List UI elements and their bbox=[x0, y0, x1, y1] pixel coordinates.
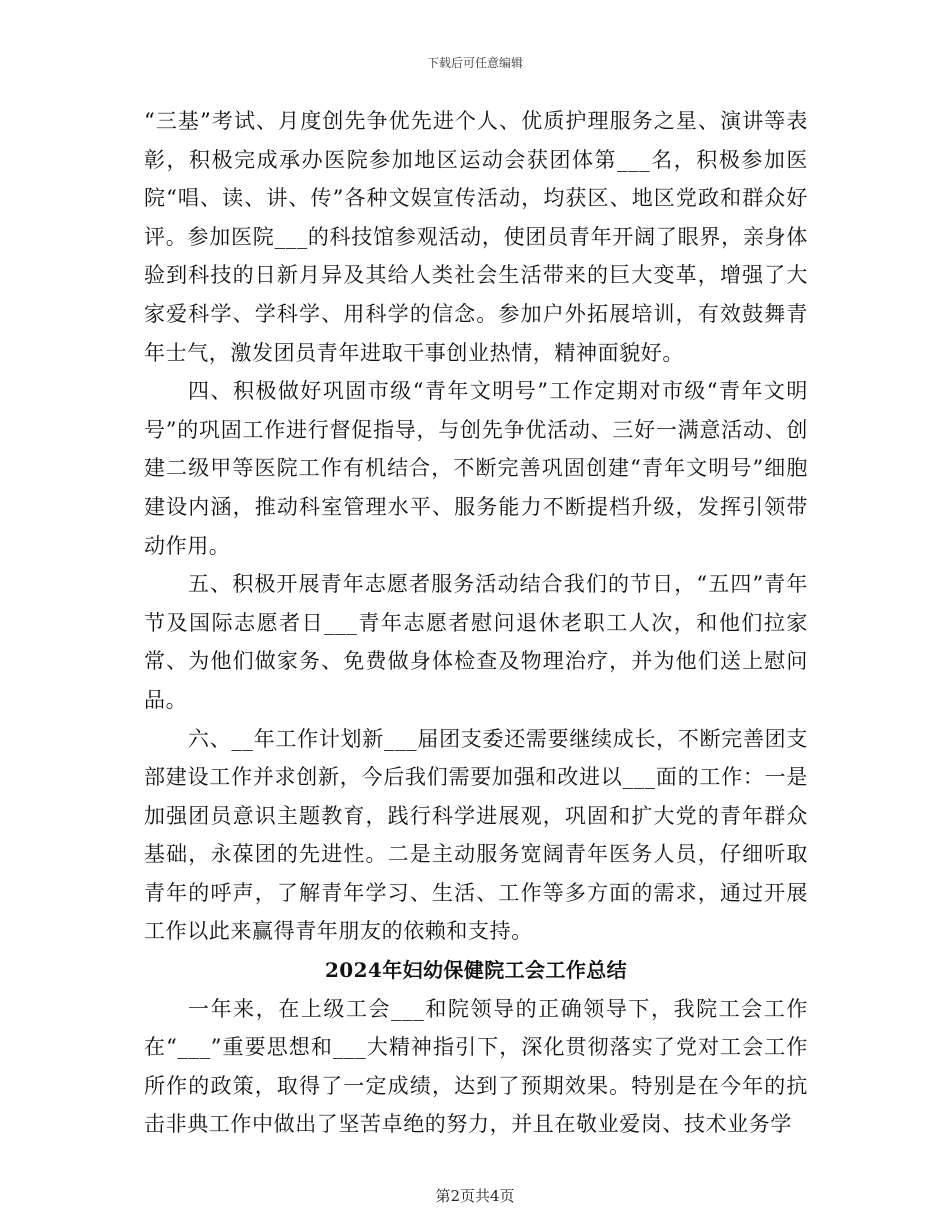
paragraph-item-4: 四、积极做好巩固市级“青年文明号”工作定期对市级“青年文明号”的巩固工作进行督促指导，与创先争优活动、三好一满意活动、创建二级甲等医院工作有机结合，不断完善巩固创建“青年文明号”细胞建设内涵，推动科室管理水平、服务能力不断提档升级，发挥引领带动作用。 bbox=[144, 379, 808, 558]
paragraph-item-5: 五、积极开展青年志愿者服务活动结合我们的节日，“五四”青年节及国际志愿者日___青年志愿者慰问退休老职工人次，和他们拉家常、为他们做家务、免费做身体检查及物理治疗，并为他们送上慰问品。 bbox=[144, 572, 808, 712]
section-intro-paragraph: 一年来，在上级工会___和院领导的正确领导下，我院工会工作在“___”重要思想和___大精神指引下，深化贯彻落实了党对工会工作所作的政策，取得了一定成绩，达到了预期效果。特别是在今年的抗击非典工作中做出了坚苦卓绝的努力，并且在敬业爱岗、技术业务学 bbox=[144, 996, 808, 1137]
page-number: 第2页共4页 bbox=[435, 1187, 515, 1205]
section-title: 2024年妇幼保健院工会工作总结 bbox=[324, 958, 628, 983]
paragraph-continuation: “三基”考试、月度创先争优先进个人、优质护理服务之星、演讲等表彰，积极完成承办医院参加地区运动会获团体第___名，积极参加医院“唱、读、讲、传”各种文娱宣传活动，均获区、地区党政和群众好评。参加医院___的科技馆参观活动，使团员青年开阔了眼界，亲身体验到科技的日新月异及其给人类社会生活带来的巨大变革，增强了大家爱科学、学科学、用科学的信念。参加户外拓展培训，有效鼓舞青年士气，激发团员青年进取干事创业热情，精神面貌好。 bbox=[144, 109, 808, 365]
page-header-note: 下载后可任意编辑 bbox=[426, 56, 523, 70]
document-body bbox=[144, 102, 808, 1144]
paragraph-item-6: 六、__年工作计划新___届团支委还需要继续成长，不断完善团支部建设工作并求创新，今后我们需要加强和改进以___面的工作：一是加强团员意识主题教育，践行科学进展观，巩固和扩大党的青年群众基础，永葆团的先进性。二是主动服务宽阔青年医务人员，仔细听取青年的呼声，了解青年学习、生活、工作等多方面的需求，通过开展工作以此来赢得青年朋友的依赖和支持。 bbox=[144, 726, 808, 944]
